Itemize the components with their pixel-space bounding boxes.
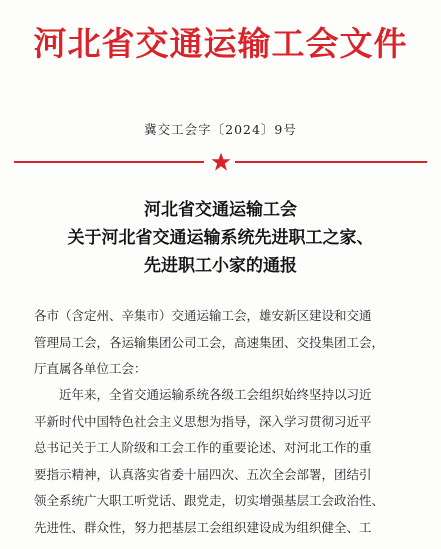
red-divider: [14, 152, 427, 172]
document-number: 冀交工会字〔2024〕9号: [144, 122, 297, 137]
paragraph-line-1: 近年来，全省交通运输系统各级工会组织始终坚持以习近: [59, 387, 372, 402]
subject-line-1: 河北省交通运输工会: [144, 200, 297, 220]
star-icon: [211, 152, 231, 172]
subject-line-2: 关于河北省交通运输系统先进职工之家、: [67, 228, 374, 248]
body-paragraph: [34, 382, 416, 541]
paragraph-line-3: 总书记关于工人阶级和工会工作的重要论述、对河北工作的重: [34, 440, 372, 455]
paragraph-line-6: 先进性、群众性，努力把基层工会组织建设成为组织健全、工: [34, 519, 372, 535]
salutation-line-1: 各市（含定州、辛集市）交通运输工会，雄安新区建设和交通: [34, 308, 372, 323]
document-subject: [0, 196, 441, 280]
paragraph-line-2: 平新时代中国特色社会主义思想为指导，深入学习贯彻习近平: [34, 413, 372, 429]
paragraph-line-4: 要指示精神，认真落实省委十届四次、五次全会部署，团结引: [34, 466, 372, 482]
divider-line-right: [235, 161, 427, 163]
salutation-line-2: 管理局工会，各运输集团公司工会，高速集团、交投集团工会，: [34, 334, 385, 350]
salutation: [34, 303, 416, 383]
subject-line-3: 先进职工小家的通报: [144, 256, 297, 276]
salutation-line-3: 厅直属各单位工会：: [34, 361, 147, 376]
paragraph-line-5: 领全系统广大职工听党话、跟党走，切实增强基层工会政治性、: [34, 493, 385, 508]
org-header-title: 河北省交通运输工会文件: [33, 24, 408, 63]
divider-line-left: [14, 161, 204, 163]
